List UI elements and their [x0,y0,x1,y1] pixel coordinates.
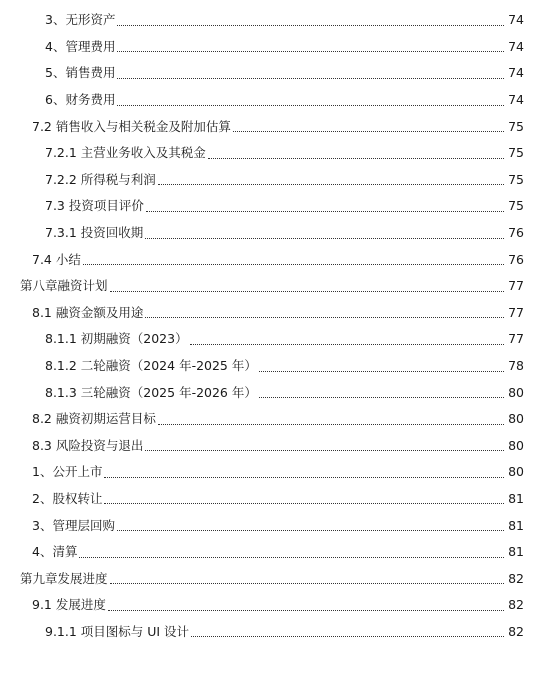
toc-entry-title: 4、清算 [32,544,78,560]
toc-entry-title: 第九章发展进度 [20,570,108,586]
toc-dot-leader [146,211,504,212]
toc-dot-leader [83,264,504,265]
toc-dot-leader [145,238,504,239]
toc-dot-leader [117,51,504,52]
toc-entry[interactable] [0,353,537,380]
toc-entry-title: 3、无形资产 [45,12,116,28]
toc-entry-title: 9.1.1 项目图标与 UI 设计 [45,623,190,639]
toc-page-number: 81 [508,517,524,533]
toc-page-number: 80 [508,411,524,427]
toc-page-number: 77 [508,331,524,347]
toc-page-number: 74 [508,65,524,81]
toc-page-number: 77 [508,304,524,320]
toc-entry[interactable] [0,539,537,566]
toc-page-number: 82 [508,570,524,586]
toc-page-number: 74 [508,38,524,54]
toc-page-number: 74 [508,92,524,108]
toc-entry-title: 7.3.1 投资回收期 [45,225,144,241]
toc-entry-title: 7.2 销售收入与相关税金及附加估算 [32,118,231,134]
toc-entry-title: 6、财务费用 [45,92,116,108]
toc-dot-leader [259,397,504,398]
toc-entry[interactable] [0,273,537,300]
toc-entry[interactable] [0,565,537,592]
toc-entry[interactable] [0,60,537,87]
toc-entry[interactable] [0,300,537,327]
toc-page-number: 76 [508,225,524,241]
toc-entry[interactable] [0,512,537,539]
toc-entry-title: 8.2 融资初期运营目标 [32,411,156,427]
toc-entry[interactable] [0,140,537,167]
toc-page-number: 75 [508,118,524,134]
toc-dot-leader [190,344,504,345]
toc-page-number: 75 [508,171,524,187]
toc-page-number: 80 [508,437,524,453]
toc-entry[interactable] [0,167,537,194]
toc-entry-title: 7.2.1 主营业务收入及其税金 [45,145,206,161]
toc-page-number: 75 [508,145,524,161]
toc-dot-leader [117,78,504,79]
toc-entry[interactable] [0,220,537,247]
toc-page-number: 77 [508,278,524,294]
toc-page-number: 80 [508,384,524,400]
toc-entry-title: 5、销售费用 [45,65,116,81]
toc-entry-title: 7.4 小结 [32,251,81,267]
toc-dot-leader [104,477,504,478]
toc-entry[interactable] [0,193,537,220]
toc-entry[interactable] [0,113,537,140]
toc-entry[interactable] [0,34,537,61]
toc-entry-title: 9.1 发展进度 [32,597,106,613]
toc-page-number: 81 [508,544,524,560]
toc-dot-leader [233,131,504,132]
toc-dot-leader [110,291,504,292]
toc-entry-title: 8.1.3 三轮融资（2025 年-2026 年） [45,384,257,400]
toc-entry-title: 8.1.2 二轮融资（2024 年-2025 年） [45,358,257,374]
toc-page-number: 76 [508,251,524,267]
toc-entry-title: 8.1.1 初期融资（2023） [45,331,188,347]
toc-dot-leader [110,583,504,584]
toc-entry[interactable] [0,7,537,34]
toc-dot-leader [158,184,504,185]
toc-dot-leader [145,317,504,318]
toc-entry[interactable] [0,459,537,486]
toc-entry[interactable] [0,326,537,353]
toc-page-number: 81 [508,490,524,506]
toc-dot-leader [108,610,504,611]
toc-dot-leader [117,530,504,531]
toc-entry-title: 3、管理层回购 [32,517,115,533]
toc-entry[interactable] [0,246,537,273]
toc-dot-leader [259,371,504,372]
toc-entry[interactable] [0,379,537,406]
toc-entry[interactable] [0,406,537,433]
toc-dot-leader [158,424,504,425]
toc-entry-title: 1、公开上市 [32,464,103,480]
toc-page-number: 82 [508,597,524,613]
toc-page-number: 74 [508,12,524,28]
toc-page-number: 80 [508,464,524,480]
toc-entry-title: 4、管理费用 [45,38,116,54]
table-of-contents [0,7,537,645]
toc-dot-leader [117,25,504,26]
toc-page-number: 82 [508,623,524,639]
toc-dot-leader [79,557,504,558]
toc-entry-title: 第八章融资计划 [20,278,108,294]
toc-dot-leader [208,158,504,159]
toc-page-number: 75 [508,198,524,214]
toc-entry-title: 2、股权转让 [32,490,103,506]
toc-dot-leader [117,105,504,106]
toc-dot-leader [104,503,504,504]
toc-entry-title: 8.1 融资金额及用途 [32,304,144,320]
toc-page-number: 78 [508,358,524,374]
toc-dot-leader [145,450,504,451]
toc-entry[interactable] [0,433,537,460]
toc-entry-title: 8.3 风险投资与退出 [32,437,144,453]
toc-dot-leader [191,636,504,637]
toc-entry[interactable] [0,87,537,114]
toc-entry-title: 7.2.2 所得税与利润 [45,171,156,187]
toc-entry-title: 7.3 投资项目评价 [45,198,144,214]
toc-entry[interactable] [0,592,537,619]
toc-entry[interactable] [0,486,537,513]
toc-entry[interactable] [0,619,537,646]
